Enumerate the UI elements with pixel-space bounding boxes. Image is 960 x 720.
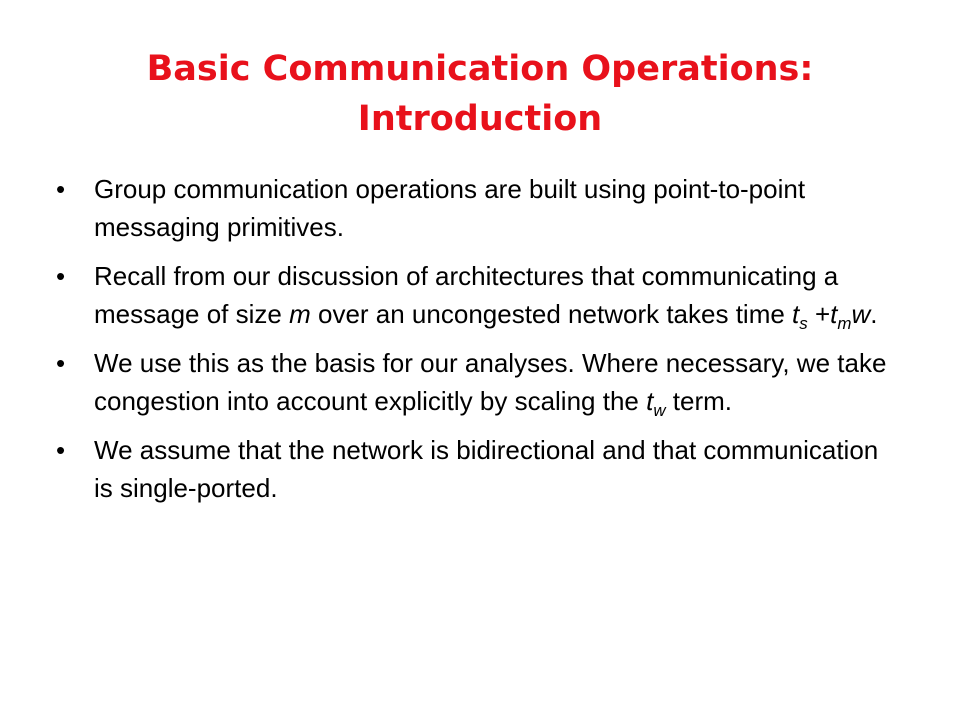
sub-m: m (837, 314, 852, 333)
bullet-icon: • (56, 435, 66, 465)
var-w: w (851, 299, 871, 329)
bullet-item-1 (52, 170, 902, 246)
var-m: m (289, 299, 311, 329)
var-t: t (646, 386, 654, 416)
bullet-icon: • (56, 174, 66, 204)
sub-w: w (653, 401, 666, 420)
var-t: t (830, 299, 838, 329)
var-t-m (830, 299, 852, 333)
bullet-text-1: Group communication operations are built using point-to-point messaging primitives. (94, 174, 806, 242)
bullet-text-2-pre: Recall from our discussion of architectures that communicating a message of size (94, 261, 839, 329)
title-line-2: Introduction (357, 99, 603, 139)
bullet-text-3-pre: We use this as the basis for our analyses. Where necessary, we take congestion into account explicitly by scaling the (94, 348, 887, 416)
var-t-w (646, 386, 666, 420)
bullet-icon: • (56, 261, 66, 291)
bullet-text-2-mid: over an uncongested network takes time (310, 299, 793, 329)
bullet-list (52, 170, 902, 518)
bullet-item-2 (52, 257, 902, 333)
bullet-text-3-end: term. (665, 386, 732, 416)
bullet-text-4: We assume that the network is bidirectional and that communication is single-ported. (94, 435, 879, 503)
period: . (870, 299, 878, 329)
var-t-s (792, 299, 808, 333)
title-line-1: Basic Communication Operations: (146, 49, 814, 89)
plus-sign: + (807, 299, 831, 329)
slide-title (40, 44, 920, 144)
bullet-item-4 (52, 431, 902, 507)
sub-s: s (799, 314, 808, 333)
bullet-item-3 (52, 344, 902, 420)
var-t: t (792, 299, 800, 329)
bullet-icon: • (56, 348, 66, 378)
